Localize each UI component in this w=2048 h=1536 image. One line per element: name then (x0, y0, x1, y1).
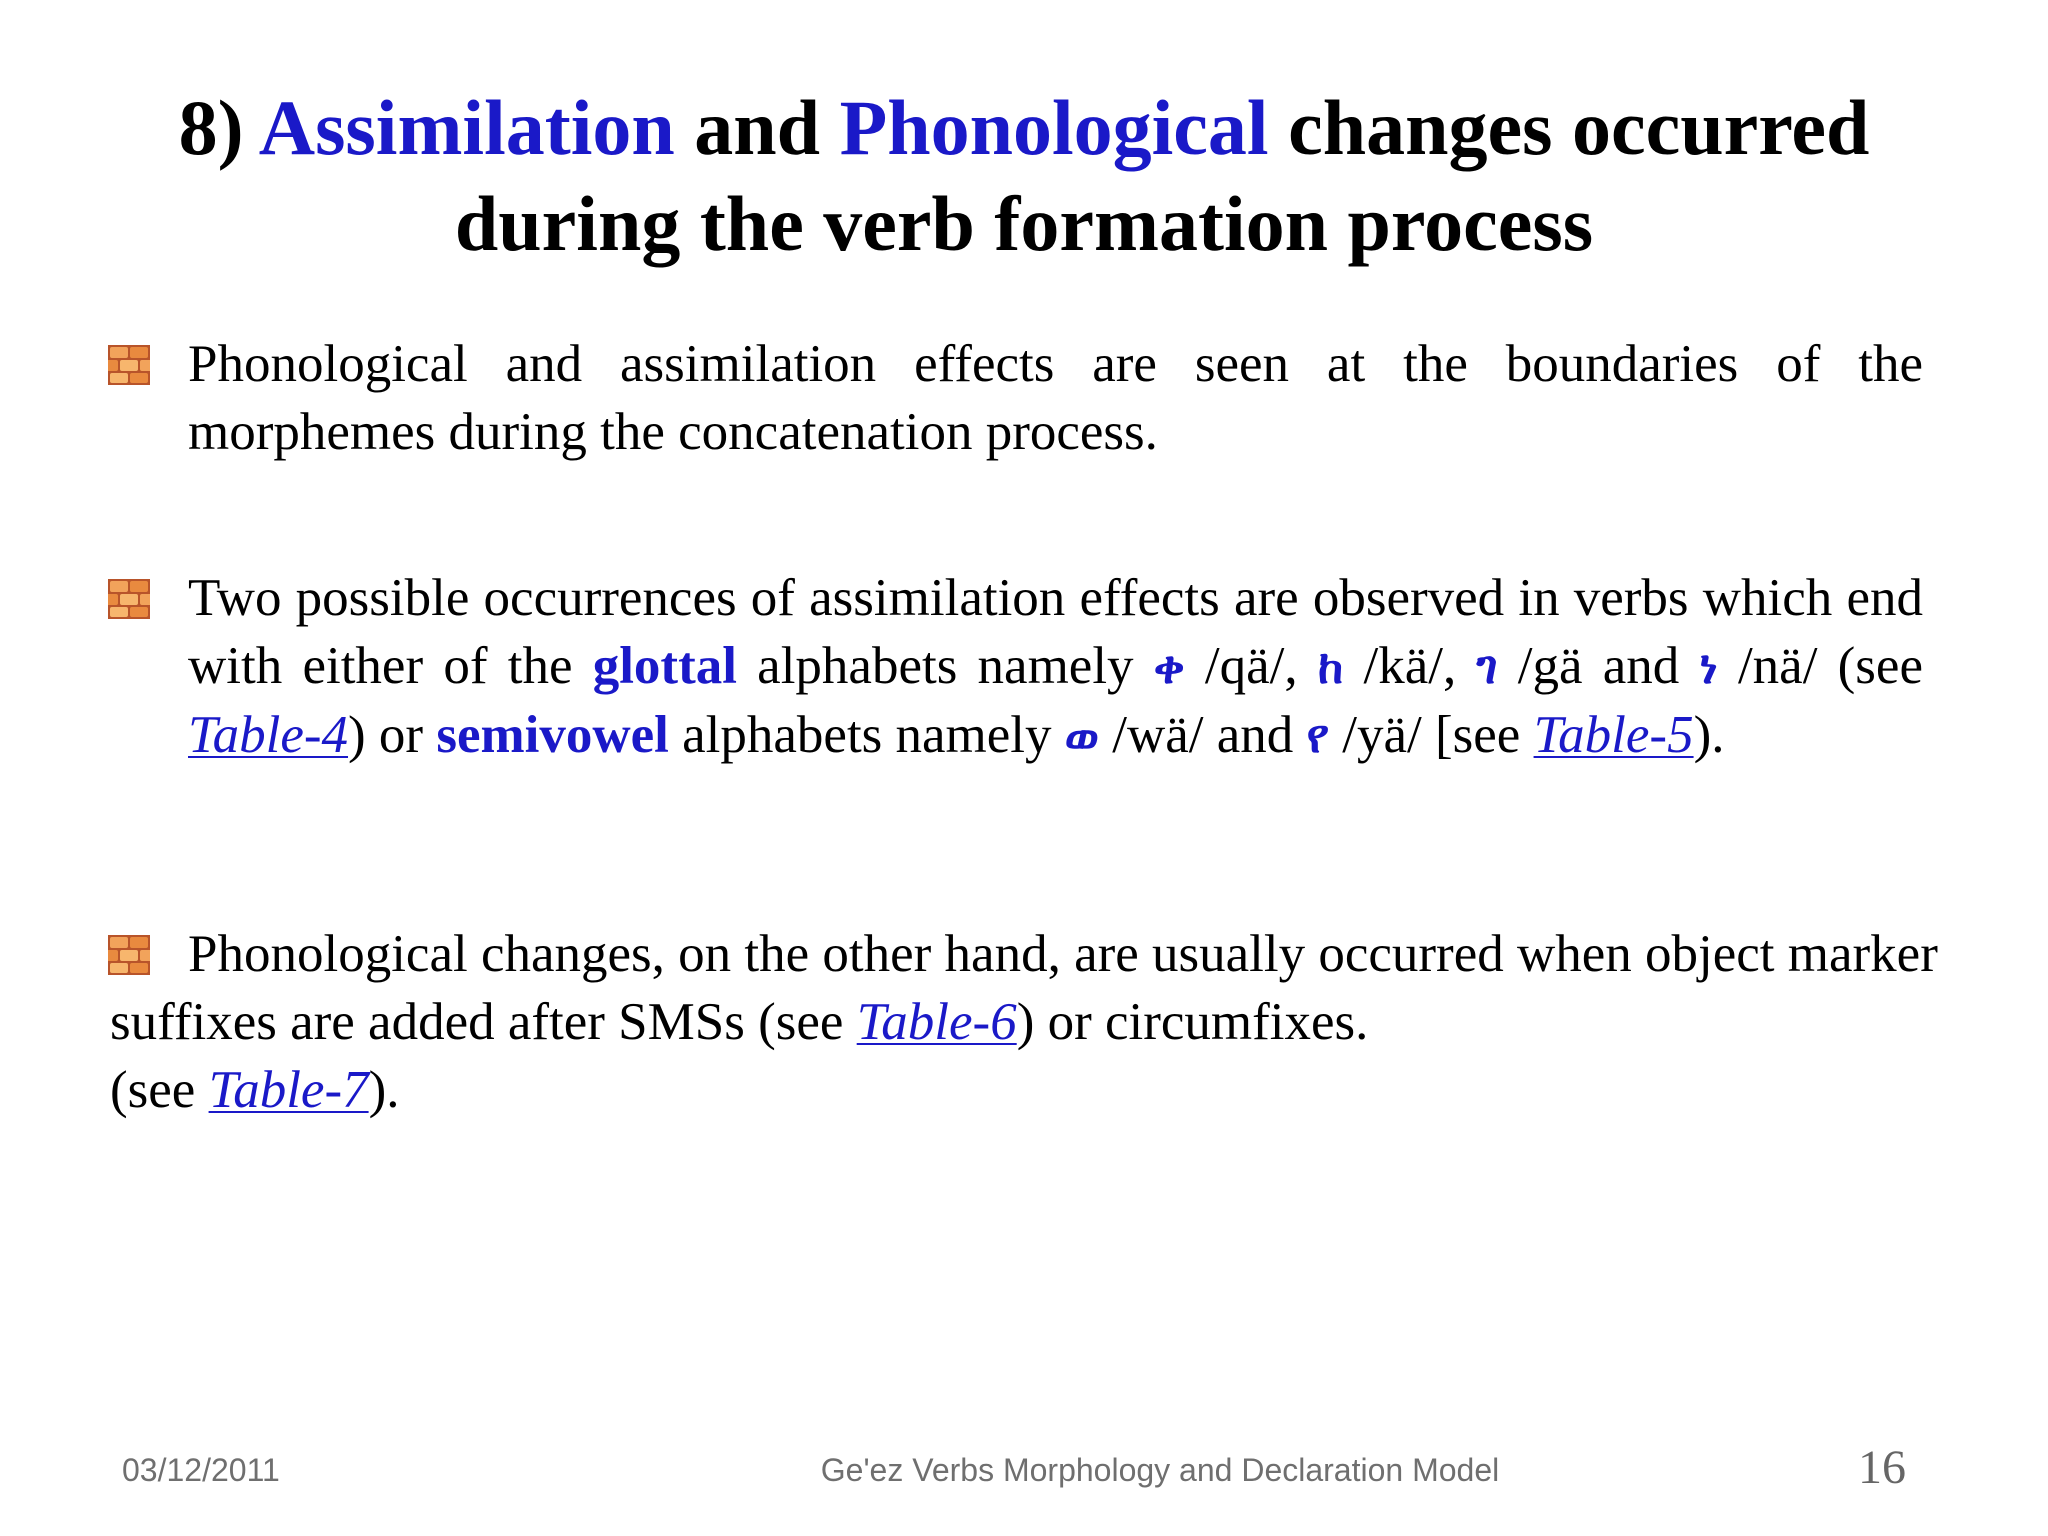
bullet-3-segment: Phonological changes, on the other hand, are usually occurred when object marker suffixes are added after SMSs (see (110, 925, 1938, 1051)
bullet-2-segment: /nä/ (see (1717, 637, 1923, 695)
bullet-1-text: Phonological and assimilation effects are seen at the boundaries of the morphemes during the concatenation process. (188, 335, 1923, 461)
geez-glyph-na: ነ (1699, 640, 1718, 694)
page-number: 16 (1858, 1441, 1906, 1494)
bullet-2-segment: /yä/ [see (1329, 706, 1534, 764)
bullet-2-segment: alphabets namely (736, 637, 1154, 695)
bullet-2-segment: ) or (348, 706, 437, 764)
bullet-3-segment: ). (368, 1061, 400, 1119)
geez-glyph-ka: ከ (1317, 640, 1344, 694)
bullet-2-segment: /qä/, (1184, 637, 1318, 695)
footer-date: 03/12/2011 (122, 1452, 280, 1488)
title-keyword-assimilation: Assimilation (258, 84, 675, 171)
geez-glyph-ya: የ (1306, 709, 1330, 763)
footer-title: Ge'ez Verbs Morphology and Declaration Model (820, 1452, 1500, 1488)
title-joiner: and (674, 84, 840, 171)
bullet-3-segment: (see (110, 1061, 209, 1119)
geez-glyph-qa: ቀ (1153, 640, 1185, 694)
table-5-link[interactable]: Table-5 (1533, 706, 1694, 764)
keyword-glottal: glottal (592, 637, 737, 695)
title-suffix: changes occurred during the verb formation process (454, 84, 1870, 267)
bricks-icon (108, 345, 150, 385)
bullet-3-segment: ) or circumfixes. (1016, 993, 1369, 1051)
geez-glyph-wa: ወ (1064, 709, 1100, 763)
bricks-icon (108, 579, 150, 619)
bullet-2-segment: /wä/ and (1099, 706, 1307, 764)
keyword-semivowel: semivowel (436, 706, 669, 764)
bullet-2-segment: ). (1693, 706, 1725, 764)
bullet-2-segment: Two possible occurrences of assimilation effects are observed in verbs which end with either of the (188, 569, 1923, 695)
table-6-link[interactable]: Table-6 (856, 993, 1017, 1051)
table-4-link[interactable]: Table-4 (188, 706, 349, 764)
bullet-2-segment: alphabets namely (668, 706, 1065, 764)
title-prefix: 8) (178, 84, 259, 171)
bullet-2-segment: /kä/, (1343, 637, 1477, 695)
geez-glyph-ga: ገ (1476, 640, 1498, 694)
table-7-link[interactable]: Table-7 (208, 1061, 369, 1119)
slide-title (100, 80, 1948, 272)
bullet-2-text (188, 564, 1923, 770)
bullet-3-text (110, 920, 1940, 1124)
title-keyword-phonological: Phonological (839, 84, 1269, 171)
bullet-2-segment: /gä and (1497, 637, 1700, 695)
